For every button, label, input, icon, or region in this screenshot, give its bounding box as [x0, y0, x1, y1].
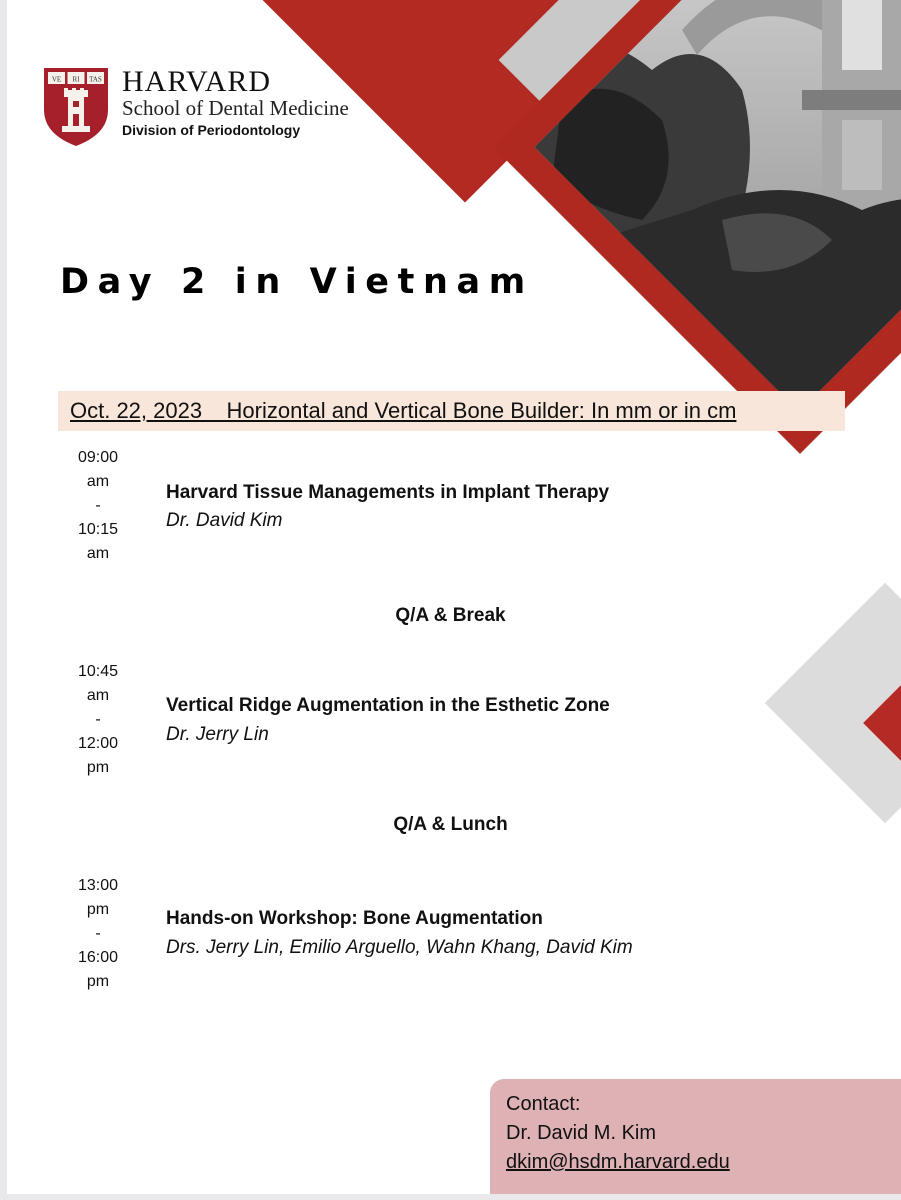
date-banner	[58, 391, 845, 431]
session-time: 10:45 am - 12:00 pm	[77, 663, 119, 776]
session-title: Vertical Ridge Augmentation in the Esthetic Zone	[166, 695, 610, 716]
svg-text:RI: RI	[72, 75, 80, 84]
session-title: Hands-on Workshop: Bone Augmentation	[166, 908, 543, 929]
harvard-shield-icon	[42, 66, 110, 148]
contact-label: Contact:	[506, 1093, 581, 1115]
bottom-edge-shadow	[0, 1194, 901, 1200]
session-speaker: Dr. David Kim	[166, 510, 283, 531]
institution-name: HARVARD	[122, 65, 272, 98]
date-banner-text: Oct. 22, 2023 Horizontal and Vertical Bone Builder: In mm or in cm	[70, 398, 737, 423]
left-edge-shadow	[0, 0, 7, 1200]
division-name: Division of Periodontology	[122, 122, 301, 138]
session-speaker: Dr. Jerry Lin	[166, 724, 269, 745]
page-title: Day 2 in Vietnam	[60, 262, 534, 302]
session-title: Harvard Tissue Managements in Implant Therapy	[166, 482, 610, 503]
contact-name: Dr. David M. Kim	[506, 1122, 657, 1144]
session-time: 13:00 pm - 16:00 pm	[77, 877, 119, 990]
harvard-logo	[42, 66, 349, 148]
svg-text:TAS: TAS	[89, 75, 102, 84]
session-speaker: Drs. Jerry Lin, Emilio Arguello, Wahn Khang, David Kim	[166, 937, 633, 958]
session-time: 09:00 am - 10:15 am	[77, 449, 119, 562]
contact-box	[490, 1079, 901, 1200]
break-label: Q/A & Break	[395, 605, 506, 626]
contact-email-link[interactable]: dkim@hsdm.harvard.edu	[506, 1151, 730, 1173]
svg-text:VE: VE	[51, 75, 62, 84]
lunch-label: Q/A & Lunch	[393, 814, 508, 835]
school-name: School of Dental Medicine	[122, 96, 349, 120]
